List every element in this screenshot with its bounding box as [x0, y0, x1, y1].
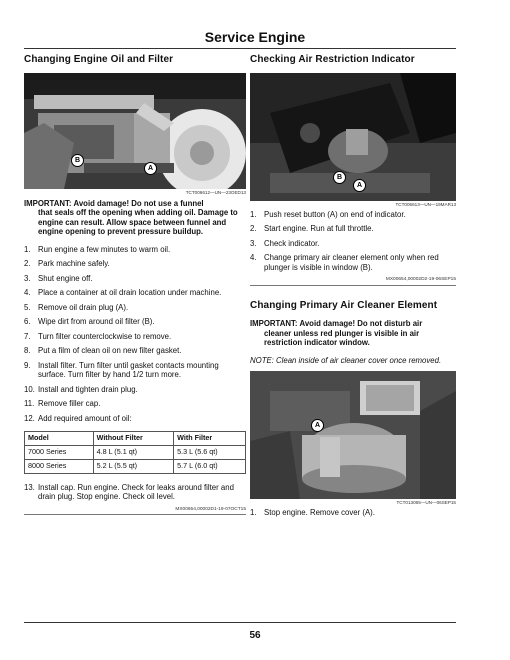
list-item — [250, 253, 456, 272]
step-number: 1. — [250, 209, 257, 219]
important-label: IMPORTANT: — [24, 198, 72, 208]
divider — [250, 285, 456, 286]
important-text-first: Avoid damage! Do not use a funnel — [73, 198, 204, 208]
list-item — [24, 346, 246, 356]
oil-final-step — [24, 483, 246, 502]
list-item — [24, 399, 246, 409]
table-header-cell: Without Filter — [93, 432, 174, 446]
list-item — [24, 288, 246, 298]
air-cleaner-heading: Changing Primary Air Cleaner Element — [250, 300, 438, 312]
step-text: Push reset button (A) on end of indicator. — [264, 209, 406, 219]
list-item — [24, 245, 246, 255]
step-number: 6. — [24, 317, 31, 327]
step-number: 11. — [24, 399, 35, 409]
list-item — [24, 414, 246, 424]
step-text: Install filter. Turn filter until gasket contacts mounting surface. Turn filter by hand 1/2 turn more. — [38, 360, 219, 380]
list-item — [250, 239, 456, 249]
table-cell: 5.3 L (5.6 qt) — [174, 446, 246, 460]
step-text: Park machine safely. — [38, 259, 110, 269]
air-cleaner-steps-list — [250, 508, 456, 518]
document-id: MX00654,00002D1-19-07OCT15 — [175, 506, 246, 512]
step-text: Wipe dirt from around oil filter (B). — [38, 317, 155, 327]
note-text: NOTE: Clean inside of air cleaner cover once removed. — [250, 355, 442, 365]
step-text: Place a container at oil drain location under machine. — [38, 288, 222, 298]
step-text: Remove filler cap. — [38, 399, 101, 409]
step-number: 3. — [24, 273, 31, 283]
step-text: Remove oil drain plug (A). — [38, 302, 129, 312]
important-notice — [250, 319, 456, 348]
step-text: Add required amount of oil: — [38, 413, 132, 423]
figure-caption: TCT006612—UN—23OED13 — [185, 190, 246, 196]
important-text-first: Avoid damage! Do not disturb air — [299, 319, 423, 329]
callout-a: A — [353, 179, 366, 192]
table-row — [25, 459, 246, 473]
step-text: Check indicator. — [264, 238, 320, 248]
oil-capacity-table — [24, 431, 246, 473]
step-text: Install and tighten drain plug. — [38, 384, 138, 394]
table-cell: 5.7 L (6.0 qt) — [174, 459, 246, 473]
table-header-cell: With Filter — [174, 432, 246, 446]
list-item — [250, 210, 456, 220]
list-item — [250, 508, 456, 518]
important-notice — [24, 199, 246, 237]
footer-rule — [24, 622, 456, 623]
air-indicator-heading: Checking Air Restriction Indicator — [250, 54, 415, 65]
important-label: IMPORTANT: — [250, 319, 298, 329]
step-text: Install cap. Run engine. Check for leaks around filter and drain plug. Stop engine. Check oil level. — [38, 482, 234, 502]
header-rule — [24, 48, 456, 49]
list-item — [250, 224, 456, 234]
step-number: 7. — [24, 331, 31, 341]
step-text: Shut engine off. — [38, 273, 93, 283]
table-row — [25, 446, 246, 460]
air-cleaner-illustration — [250, 371, 456, 499]
step-text: Change primary air cleaner element only when red plunger is visible in window (B). — [264, 253, 439, 272]
oil-filter-section — [24, 54, 246, 515]
step-number: 2. — [250, 224, 257, 234]
air-indicator-section — [250, 54, 456, 522]
list-item — [24, 332, 246, 342]
engine-oil-photo — [24, 73, 246, 189]
step-text: Stop engine. Remove cover (A). — [264, 507, 375, 517]
step-number: 5. — [24, 302, 31, 312]
indicator-steps-list — [250, 210, 456, 273]
step-number: 3. — [250, 238, 257, 248]
list-item — [24, 361, 246, 380]
step-number: 4. — [250, 253, 257, 263]
oil-filter-heading: Changing Engine Oil and Filter — [24, 54, 174, 65]
callout-b: B — [333, 171, 346, 184]
callout-a: A — [311, 419, 324, 432]
table-cell: 5.2 L (5.5 qt) — [93, 459, 174, 473]
table-cell: 4.8 L (5.1 qt) — [93, 446, 174, 460]
list-item — [24, 317, 246, 327]
table-header-cell: Model — [25, 432, 94, 446]
step-text: Turn filter counterclockwise to remove. — [38, 331, 172, 341]
page-title: Service Engine — [204, 29, 306, 45]
step-text: Put a film of clean oil on new filter gasket. — [38, 346, 182, 356]
figure-caption: TCT006613—UN—19MAR13 — [395, 202, 456, 208]
oil-steps-list — [24, 245, 246, 424]
document-id: MX00654,00002D2-19-06SEP15 — [385, 277, 456, 283]
list-item — [24, 303, 246, 313]
table-cell: 8000 Series — [25, 459, 94, 473]
air-cleaner-photo — [250, 371, 456, 499]
step-number: 10. — [24, 384, 35, 394]
list-item — [24, 483, 246, 502]
table-header-row — [25, 432, 246, 446]
list-item — [24, 274, 246, 284]
page-number: 56 — [249, 630, 261, 641]
important-text-rest: cleaner unless red plunger is visible in air restriction indicator window. — [264, 328, 420, 348]
figure-caption: TCT013065—UN—06SEP15 — [396, 500, 456, 506]
step-text: Run engine a few minutes to warm oil. — [38, 244, 171, 254]
step-number: 4. — [24, 288, 31, 298]
table-cell: 7000 Series — [25, 446, 94, 460]
step-number: 9. — [24, 360, 31, 370]
step-number: 2. — [24, 259, 31, 269]
engine-oil-illustration — [24, 73, 246, 189]
list-item — [24, 259, 246, 269]
divider — [24, 514, 246, 515]
step-text: Start engine. Run at full throttle. — [264, 224, 374, 234]
step-number: 1. — [24, 244, 31, 254]
callout-b: B — [71, 154, 84, 167]
callout-a: A — [144, 162, 157, 175]
list-item — [24, 385, 246, 395]
step-number: 13. — [24, 482, 35, 492]
important-text-rest: that seals off the opening when adding oil. Damage to engine can result. Allow space between funnel and engine opening to prevent pressure buildup. — [38, 208, 238, 237]
step-number: 8. — [24, 346, 31, 356]
step-number: 1. — [250, 507, 257, 517]
air-indicator-photo — [250, 73, 456, 201]
step-number: 12. — [24, 413, 35, 423]
